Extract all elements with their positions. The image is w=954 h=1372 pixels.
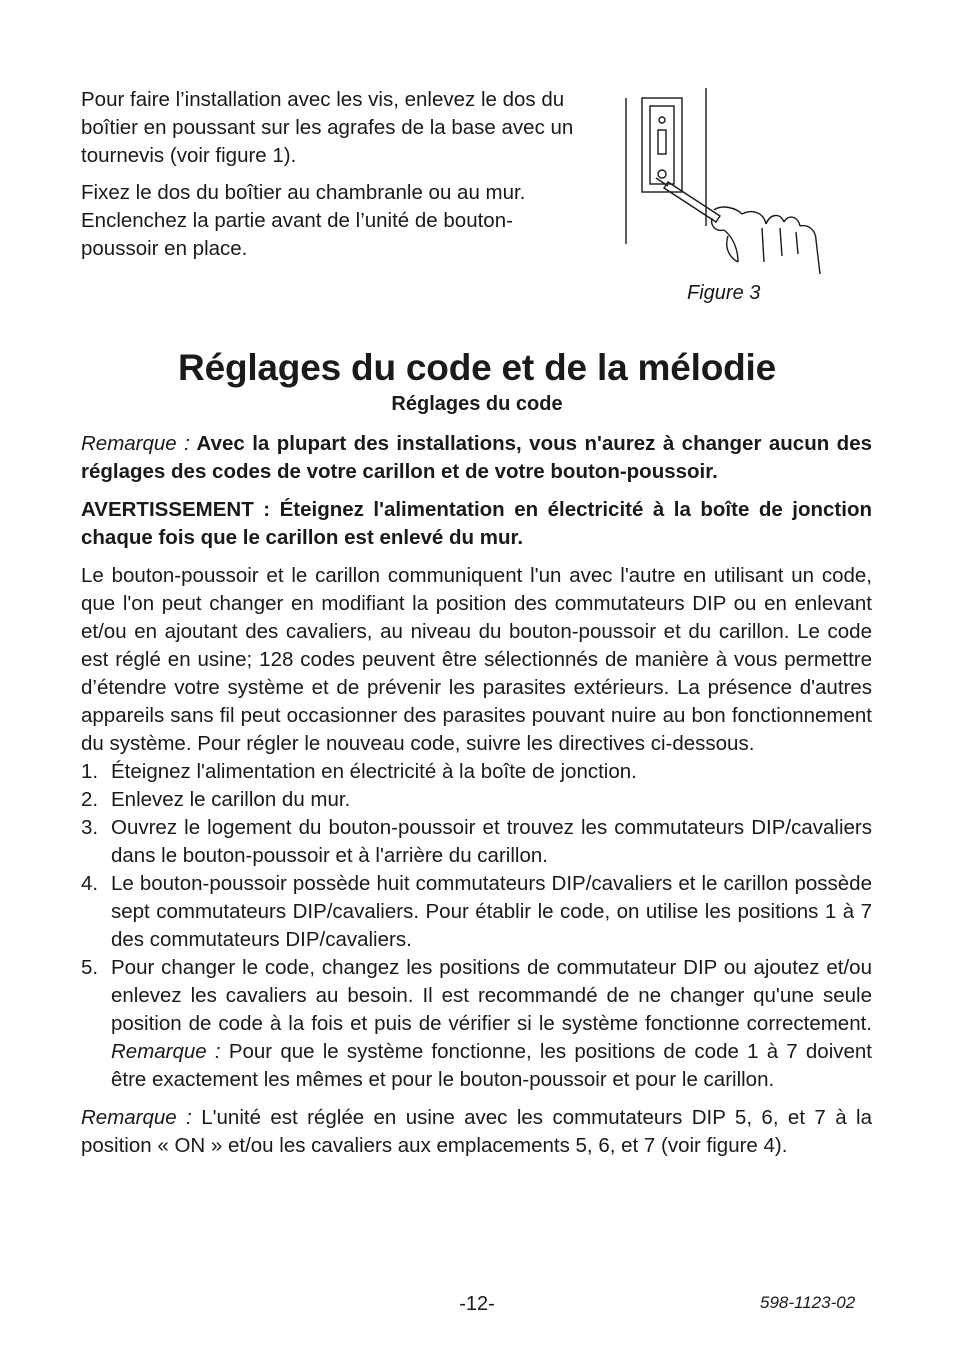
step-text: Enlevez le carillon du mur. [111,788,351,811]
step-item [81,954,872,1094]
step-text-after: Pour que le système fonctionne, les positions de code 1 à 7 doivent être exactement les mêmes et pour le bouton-poussoir et pour le carillon. [111,1040,873,1091]
step-text: Ouvrez le logement du bouton-poussoir et trouvez les commutateurs DIP/cavaliers dans le bouton-poussoir et à l'arrière du carillon. [111,816,872,867]
note-label: Remarque : [81,1106,192,1129]
document-code: 598-1123-02 [760,1293,856,1312]
page-number: -12- [459,1293,495,1315]
step-number: 3. [81,816,99,839]
note-text: L'unité est réglée en usine avec les commutateurs DIP 5, 6, et 7 à la position « ON » et/ou les cavaliers aux emplacements 5, 6, et 7 (voir figure 4). [81,1106,872,1157]
step-item [81,870,872,954]
figure-caption: Figure 3 [687,282,761,304]
section-subtitle: Réglages du code [391,393,563,415]
step-text: Le bouton-poussoir possède huit commutateurs DIP/cavaliers et le carillon possède sept commutateurs DIP/cavaliers. Pour établir le code, on utilise les positions 1 à 7 des commutateurs DIP/cavaliers. [111,872,872,951]
note-paragraph [81,1104,872,1160]
step-number: 2. [81,788,99,811]
step-remark-label: Remarque : [111,1040,221,1063]
step-item [81,786,872,814]
step-item [81,814,872,870]
step-number: 5. [81,956,99,979]
step-text: Éteignez l'alimentation en électricité à la boîte de jonction. [111,760,637,783]
step-number: 1. [81,760,99,783]
figure-3-illustration [612,86,842,278]
warning-paragraph: AVERTISSEMENT : Éteignez l'alimentation en électricité à la boîte de jonction chaque fois que le carillon est enlevé du mur. [81,498,872,549]
step-item [81,758,872,786]
body-paragraph: Le bouton-poussoir et le carillon communiquent l'un avec l'autre en utilisant un code, que l'on peut changer en modifiant la position des commutateurs DIP ou en enlevant et/ou en ajoutant des cavaliers, au niveau du bouton-poussoir et du carillon. Le code est réglé en usine; 128 codes peuvent être sélectionnés de manière à vous permettre d’étendre votre système et de prévenir les parasites extérieurs. La présence d'autres appareils sans fil peut occasionner des parasites pouvant nuire au bon fonctionnement du système. Pour régler le nouveau code, suivre les directives ci-dessous. [81,564,872,755]
intro-paragraph-screws: Pour faire l’installation avec les vis, enlevez le dos du boîtier en poussant sur les agrafes de la base avec un tournevis (voir figure 1). [81,88,574,167]
step-text: Pour changer le code, changez les positions de commutateur DIP ou ajoutez et/ou enlevez les cavaliers au besoin. Il est recommandé de ne changer qu'une seule position de code à la fois et puis de vérifier si le système fonctionne correctement. [111,956,872,1035]
section-title: Réglages du code et de la mélodie [178,347,776,388]
remark-paragraph [81,430,872,486]
remark-label: Remarque : [81,432,190,455]
remark-text: Avec la plupart des installations, vous n'aurez à changer aucun des réglages des codes de votre carillon et de votre bouton-poussoir. [81,432,873,483]
intro-text [81,86,581,272]
intro-paragraph-mount: Fixez le dos du boîtier au chambranle ou au mur. Enclenchez la partie avant de l’unité de bouton-poussoir en place. [81,181,526,260]
step-number: 4. [81,872,99,895]
main-content [81,430,872,1170]
steps-list [81,758,872,1094]
